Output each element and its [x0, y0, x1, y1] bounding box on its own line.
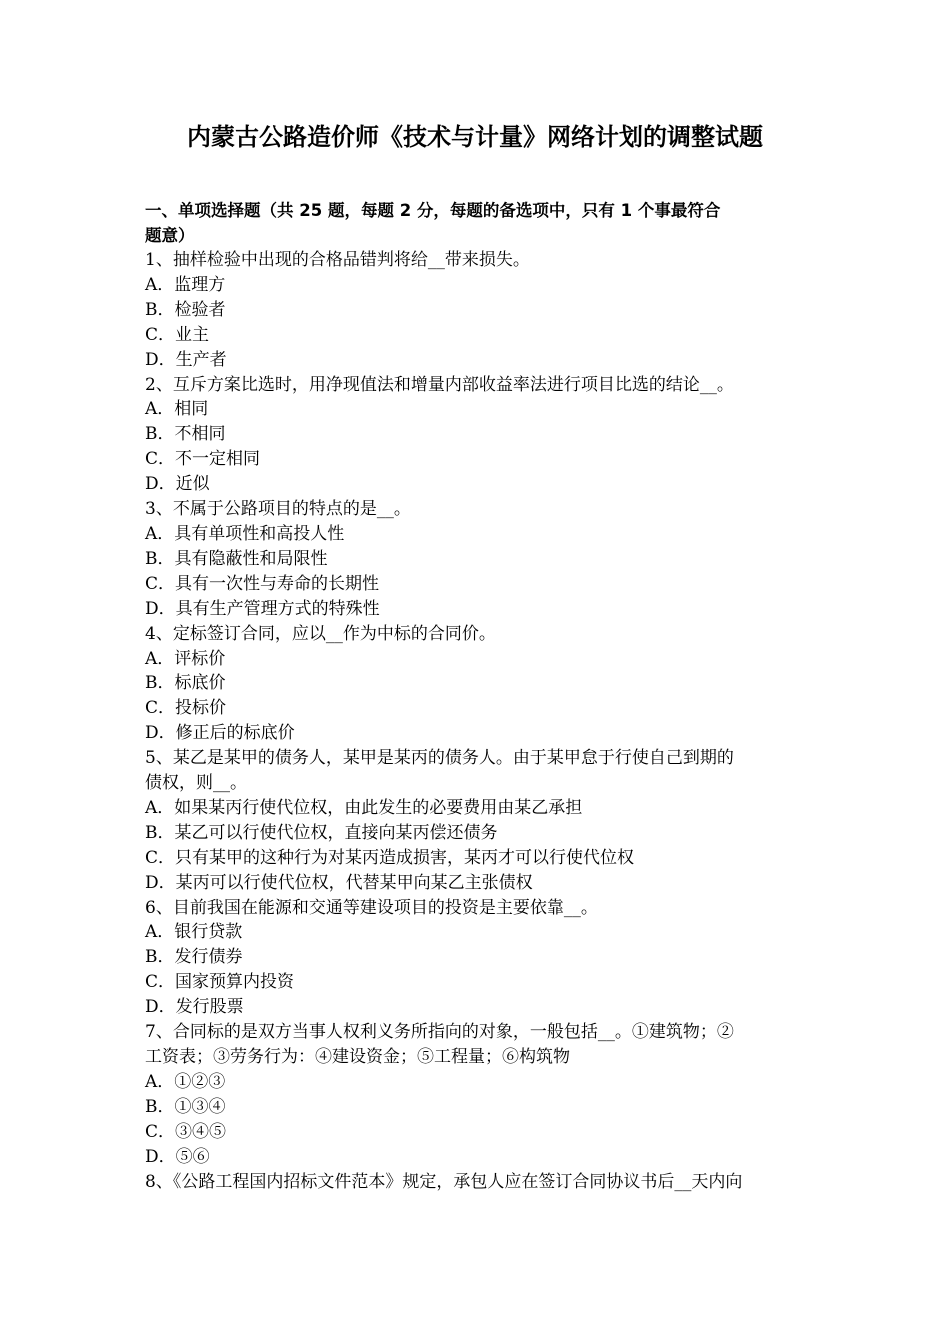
answer-option: D．发行股票: [145, 997, 244, 1018]
section-header: [145, 198, 810, 248]
answer-option: C．具有一次性与寿命的长期性: [145, 573, 380, 594]
question-list: [145, 248, 810, 1194]
section-header-line: 题意）: [145, 226, 195, 245]
question-text: 4、定标签订合同，应以__作为中标的合同价。: [145, 623, 496, 644]
question-item: [145, 1170, 810, 1195]
answer-option: C．国家预算内投资: [145, 972, 295, 993]
answer-option: D．⑤⑥: [145, 1146, 210, 1167]
answer-option: A．①②③: [145, 1071, 226, 1092]
document-body: [145, 198, 810, 1194]
question-item: [145, 497, 810, 622]
answer-option: B．标底价: [145, 673, 226, 694]
question-text: 5、某乙是某甲的债务人，某甲是某丙的债务人。由于某甲怠于行使自己到期的: [145, 748, 734, 769]
answer-option: C．业主: [145, 324, 210, 345]
question-text: 6、目前我国在能源和交通等建设项目的投资是主要依靠__。: [145, 897, 598, 918]
question-item: [145, 746, 810, 895]
answer-option: A．银行贷款: [145, 922, 243, 943]
question-text: 1、抽样检验中出现的合格品错判将给__带来损失。: [145, 250, 530, 270]
question-item: [145, 1020, 810, 1169]
answer-option: D．近似: [145, 474, 210, 495]
answer-option: A．如果某丙行使代位权，由此发生的必要费用由某乙承担: [145, 797, 583, 818]
answer-option: B．①③④: [145, 1096, 226, 1117]
question-item: [145, 622, 810, 747]
answer-option: A．监理方: [145, 274, 226, 295]
answer-option: D．生产者: [145, 349, 227, 370]
answer-option: D．具有生产管理方式的特殊性: [145, 598, 380, 619]
answer-option: C．投标价: [145, 698, 227, 719]
answer-option: B．检验者: [145, 299, 226, 320]
question-item: [145, 896, 810, 1021]
section-header-line: 一、单项选择题（共 25 题，每题 2 分，每题的备选项中，只有 1 个事最符合: [145, 201, 721, 220]
answer-option: B．不相同: [145, 424, 226, 445]
answer-option: C．不一定相同: [145, 449, 261, 470]
answer-option: C．③④⑤: [145, 1121, 227, 1142]
question-text: 8、《公路工程国内招标文件范本》规定，承包人应在签订合同协议书后__天内向: [145, 1171, 743, 1192]
question-text: 2、互斥方案比选时，用净现值法和增量内部收益率法进行项目比选的结论__。: [145, 374, 734, 395]
answer-option: A．相同: [145, 399, 209, 420]
answer-option: C．只有某甲的这种行为对某丙造成损害，某丙才可以行使代位权: [145, 847, 635, 868]
answer-option: A．具有单项性和高投人性: [145, 523, 345, 544]
answer-option: D．修正后的标底价: [145, 723, 295, 744]
question-item: [145, 248, 810, 373]
question-text: 7、合同标的是双方当事人权利义务所指向的对象，一般包括__。①建筑物；②: [145, 1022, 734, 1043]
answer-option: A．评标价: [145, 648, 226, 669]
answer-option: B．发行债券: [145, 947, 243, 968]
answer-option: B．某乙可以行使代位权，直接向某丙偿还债务: [145, 822, 498, 843]
question-text: 3、不属于公路项目的特点的是__。: [145, 499, 411, 520]
question-item: [145, 373, 810, 498]
answer-option: D．某丙可以行使代位权，代替某甲向某乙主张债权: [145, 872, 533, 893]
question-text: 工资表；③劳务行为：④建设资金；⑤工程量；⑥构筑物: [145, 1047, 570, 1067]
question-text: 债权，则__。: [145, 773, 247, 794]
answer-option: B．具有隐蔽性和局限性: [145, 548, 328, 569]
document-title: 内蒙古公路造价师《技术与计量》网络计划的调整试题: [187, 123, 763, 151]
